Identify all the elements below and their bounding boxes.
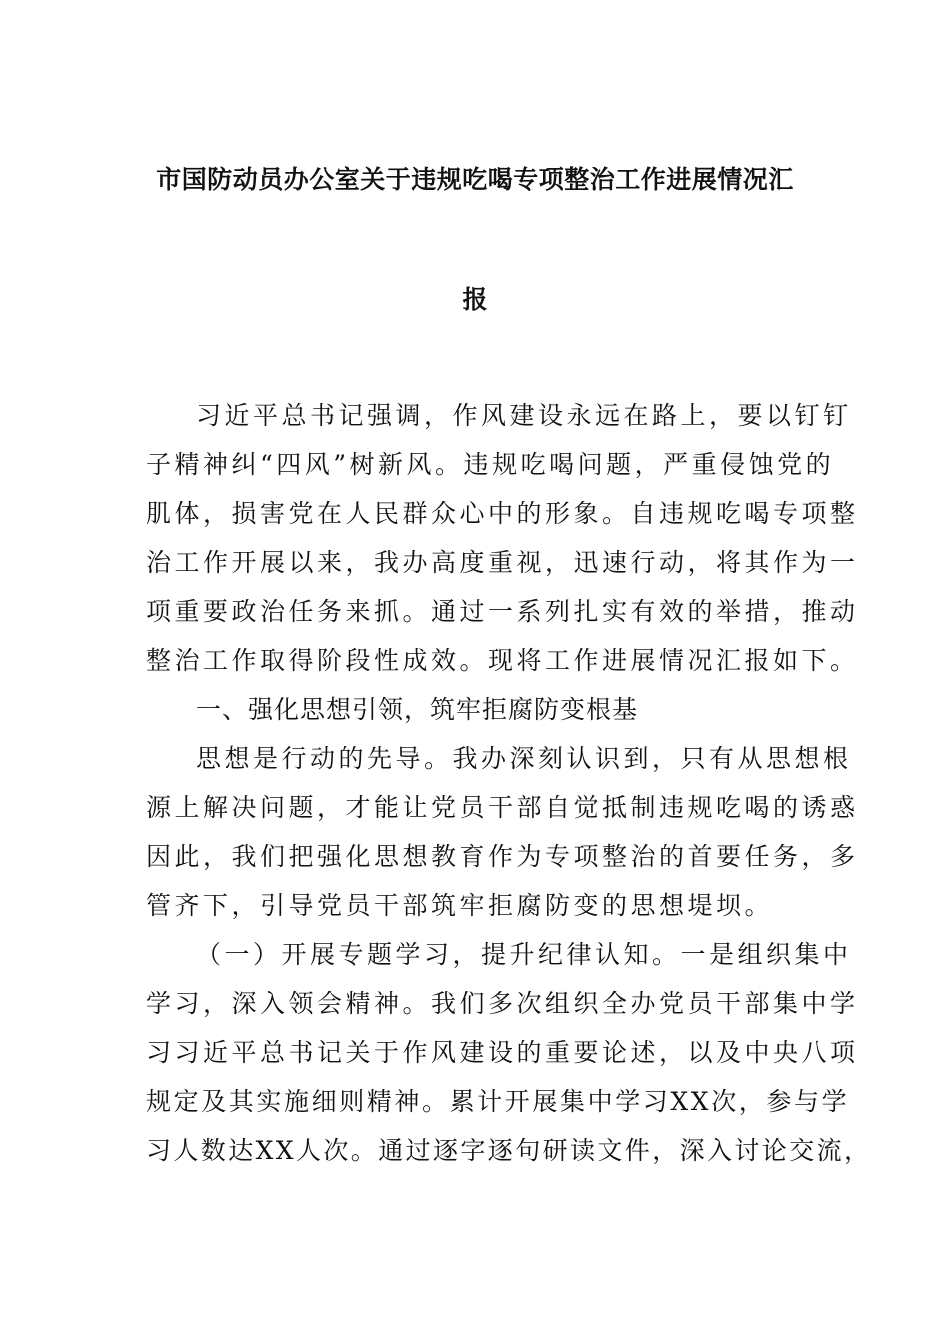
paragraph-line: 肌体，损害党在人民群众心中的形象。自违规吃喝专项整: [146, 499, 859, 528]
paragraph-line: 因此，我们把强化思想教育作为专项整治的首要任务，多: [146, 842, 859, 871]
subsection-line: （一）开展专题学习，提升纪律认知。一是组织集中: [196, 940, 852, 969]
section-heading: 一、强化思想引领，筑牢拒腐防变根基: [196, 695, 639, 724]
paragraph-line: 源上解决问题，才能让党员干部自觉抵制违规吃喝的诱惑: [146, 793, 859, 822]
paragraph-line: 习近平总书记强调，作风建设永远在路上，要以钉钉: [196, 401, 852, 430]
paragraph-line: 习人数达XX人次。通过逐字逐句研读文件，深入讨论交流，: [146, 1136, 872, 1165]
document-title-line-1: 市国防动员办公室关于违规吃喝专项整治工作进展情况汇: [156, 165, 794, 194]
document-title-line-2: 报: [462, 285, 488, 314]
paragraph-line: 思想是行动的先导。我办深刻认识到，只有从思想根: [196, 744, 852, 773]
paragraph-line: 子精神纠“四风”树新风。违规吃喝问题，严重侵蚀党的: [146, 450, 835, 479]
paragraph-line: 规定及其实施细则精神。累计开展集中学习XX次，参与学: [146, 1087, 850, 1116]
paragraph-line: 项重要政治任务来抓。通过一系列扎实有效的举措，推动: [146, 597, 859, 626]
paragraph-line: 治工作开展以来，我办高度重视，迅速行动，将其作为一: [146, 548, 859, 577]
paragraph-line: 学习，深入领会精神。我们多次组织全办党员干部集中学: [146, 989, 859, 1018]
paragraph-line: 整治工作取得阶段性成效。现将工作进展情况汇报如下。: [146, 646, 859, 675]
paragraph-line: 习习近平总书记关于作风建设的重要论述，以及中央八项: [146, 1038, 859, 1067]
paragraph-line: 管齐下，引导党员干部筑牢拒腐防变的思想堤坝。: [146, 891, 774, 920]
